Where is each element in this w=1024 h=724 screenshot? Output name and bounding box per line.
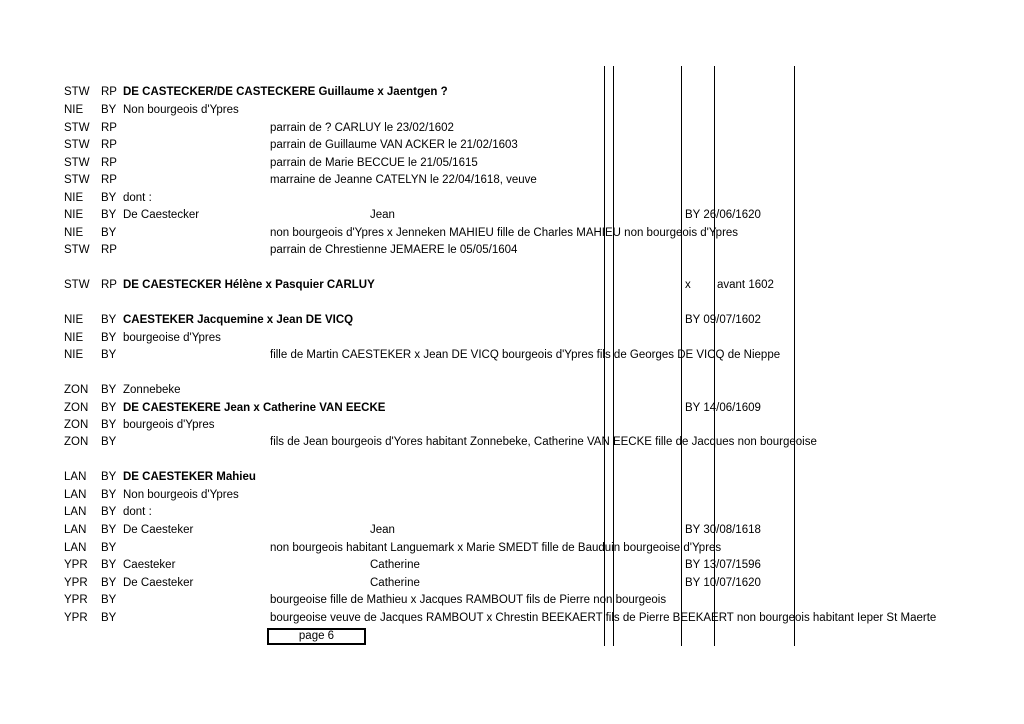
table-row: [0, 312, 1024, 329]
table-row: [0, 190, 1024, 207]
record-type: BY: [101, 594, 117, 606]
record-type: RP: [101, 157, 117, 169]
record-extra: avant 1602: [717, 279, 774, 291]
table-row: [0, 504, 1024, 521]
record-name: Non bourgeois d'Ypres: [123, 489, 239, 501]
table-row: [0, 347, 1024, 364]
record-detail: parrain de Chrestienne JEMAERE le 05/05/1604: [270, 244, 518, 256]
record-date: BY 14/06/1609: [685, 402, 761, 414]
record-code: ZON: [64, 402, 89, 414]
record-type: BY: [101, 577, 117, 589]
record-name: DE CAESTEKERE Jean x Catherine VAN EECKE: [123, 402, 386, 414]
record-name: bourgeoise d'Ypres: [123, 332, 221, 344]
record-date: BY 10/07/1620: [685, 577, 761, 589]
record-date: BY 13/07/1596: [685, 559, 761, 571]
table-row: [0, 172, 1024, 189]
record-code: LAN: [64, 524, 87, 536]
record-first-name: Jean: [370, 524, 395, 536]
record-type: RP: [101, 174, 117, 186]
record-type: BY: [101, 542, 117, 554]
record-name: Caesteker: [123, 559, 176, 571]
table-row: [0, 400, 1024, 417]
table-row: [0, 592, 1024, 609]
record-code: NIE: [64, 104, 84, 116]
record-detail: bourgeoise veuve de Jacques RAMBOUT x Chrestin BEEKAERT fils de Pierre BEEKAERT non bourgeois habitant Ieper St Maerte: [270, 612, 937, 624]
record-type: BY: [101, 402, 117, 414]
record-type: RP: [101, 279, 117, 291]
record-code: STW: [64, 122, 90, 134]
table-row: [0, 540, 1024, 557]
table-row: [0, 575, 1024, 592]
record-detail: non bourgeois habitant Languemark x Marie SMEDT fille de Bauduin bourgeoise d'Ypres: [270, 542, 722, 554]
record-detail: fille de Martin CAESTEKER x Jean DE VICQ bourgeois d'Ypres fils de Georges DE VICQ de Nieppe: [270, 349, 781, 361]
record-code: NIE: [64, 192, 84, 204]
table-row: [0, 417, 1024, 434]
record-code: STW: [64, 174, 90, 186]
table-row: [0, 330, 1024, 347]
record-date: BY 26/06/1620: [685, 209, 761, 221]
table-row: [0, 522, 1024, 539]
record-code: YPR: [64, 559, 88, 571]
record-date: x: [685, 279, 691, 291]
record-type: BY: [101, 436, 117, 448]
record-code: STW: [64, 139, 90, 151]
record-type: BY: [101, 104, 117, 116]
record-name: dont :: [123, 506, 152, 518]
record-name: De Caestecker: [123, 209, 200, 221]
record-code: NIE: [64, 332, 84, 344]
record-name: Non bourgeois d'Ypres: [123, 104, 239, 116]
record-code: LAN: [64, 471, 87, 483]
record-code: YPR: [64, 612, 88, 624]
record-type: BY: [101, 349, 117, 361]
record-name: DE CASTECKER/DE CASTECKERE Guillaume x Jaentgen ?: [123, 86, 448, 98]
record-code: NIE: [64, 349, 84, 361]
table-row: [0, 469, 1024, 486]
record-type: BY: [101, 332, 117, 344]
record-code: NIE: [64, 209, 84, 221]
record-type: BY: [101, 192, 117, 204]
record-type: BY: [101, 471, 117, 483]
record-code: YPR: [64, 577, 88, 589]
record-detail: marraine de Jeanne CATELYN le 22/04/1618, veuve: [270, 174, 537, 186]
table-row: [0, 277, 1024, 294]
record-detail: parrain de ? CARLUY le 23/02/1602: [270, 122, 454, 134]
record-type: RP: [101, 122, 117, 134]
record-code: STW: [64, 86, 90, 98]
record-type: RP: [101, 86, 117, 98]
table-row: [0, 155, 1024, 172]
record-first-name: Catherine: [370, 577, 420, 589]
record-code: ZON: [64, 384, 89, 396]
record-name: Zonnebeke: [123, 384, 181, 396]
record-date: BY 09/07/1602: [685, 314, 761, 326]
record-name: De Caesteker: [123, 524, 194, 536]
page-number: page 6: [298, 630, 335, 642]
record-name: DE CAESTEKER Mahieu: [123, 471, 256, 483]
record-first-name: Jean: [370, 209, 395, 221]
record-code: LAN: [64, 542, 87, 554]
table-row: [0, 487, 1024, 504]
record-code: NIE: [64, 227, 84, 239]
record-detail: parrain de Guillaume VAN ACKER le 21/02/1603: [270, 139, 518, 151]
record-code: STW: [64, 279, 90, 291]
record-type: BY: [101, 419, 117, 431]
record-code: NIE: [64, 314, 84, 326]
record-code: ZON: [64, 419, 89, 431]
record-detail: non bourgeois d'Ypres x Jenneken MAHIEU fille de Charles MAHIEU non bourgeois d'Ypres: [270, 227, 739, 239]
record-type: BY: [101, 559, 117, 571]
record-name: DE CAESTECKER Hélène x Pasquier CARLUY: [123, 279, 375, 291]
table-row: [0, 225, 1024, 242]
record-code: LAN: [64, 506, 87, 518]
record-type: BY: [101, 384, 117, 396]
table-row: [0, 120, 1024, 137]
record-type: BY: [101, 506, 117, 518]
table-row: [0, 137, 1024, 154]
record-type: BY: [101, 524, 117, 536]
record-code: YPR: [64, 594, 88, 606]
table-row: [0, 434, 1024, 451]
record-type: BY: [101, 314, 117, 326]
record-code: STW: [64, 244, 90, 256]
table-row: [0, 242, 1024, 259]
record-detail: fils de Jean bourgeois d'Yores habitant Zonnebeke, Catherine VAN EECKE fille de Jacques non bourgeoise: [270, 436, 817, 448]
record-type: BY: [101, 209, 117, 221]
record-detail: parrain de Marie BECCUE le 21/05/1615: [270, 157, 478, 169]
record-type: RP: [101, 139, 117, 151]
record-type: BY: [101, 489, 117, 501]
table-row: [0, 610, 1024, 627]
table-row: [0, 84, 1024, 101]
table-row: [0, 207, 1024, 224]
record-first-name: Catherine: [370, 559, 420, 571]
record-code: STW: [64, 157, 90, 169]
record-type: BY: [101, 227, 117, 239]
page-number-box: [267, 628, 366, 645]
record-code: LAN: [64, 489, 87, 501]
record-name: De Caesteker: [123, 577, 194, 589]
record-type: RP: [101, 244, 117, 256]
record-name: CAESTEKER Jacquemine x Jean DE VICQ: [123, 314, 354, 326]
record-name: dont :: [123, 192, 152, 204]
record-name: bourgeois d'Ypres: [123, 419, 215, 431]
table-row: [0, 382, 1024, 399]
record-code: ZON: [64, 436, 89, 448]
table-row: [0, 557, 1024, 574]
table-row: [0, 102, 1024, 119]
record-type: BY: [101, 612, 117, 624]
record-date: BY 30/08/1618: [685, 524, 761, 536]
record-detail: bourgeoise fille de Mathieu x Jacques RAMBOUT fils de Pierre non bourgeois: [270, 594, 667, 606]
